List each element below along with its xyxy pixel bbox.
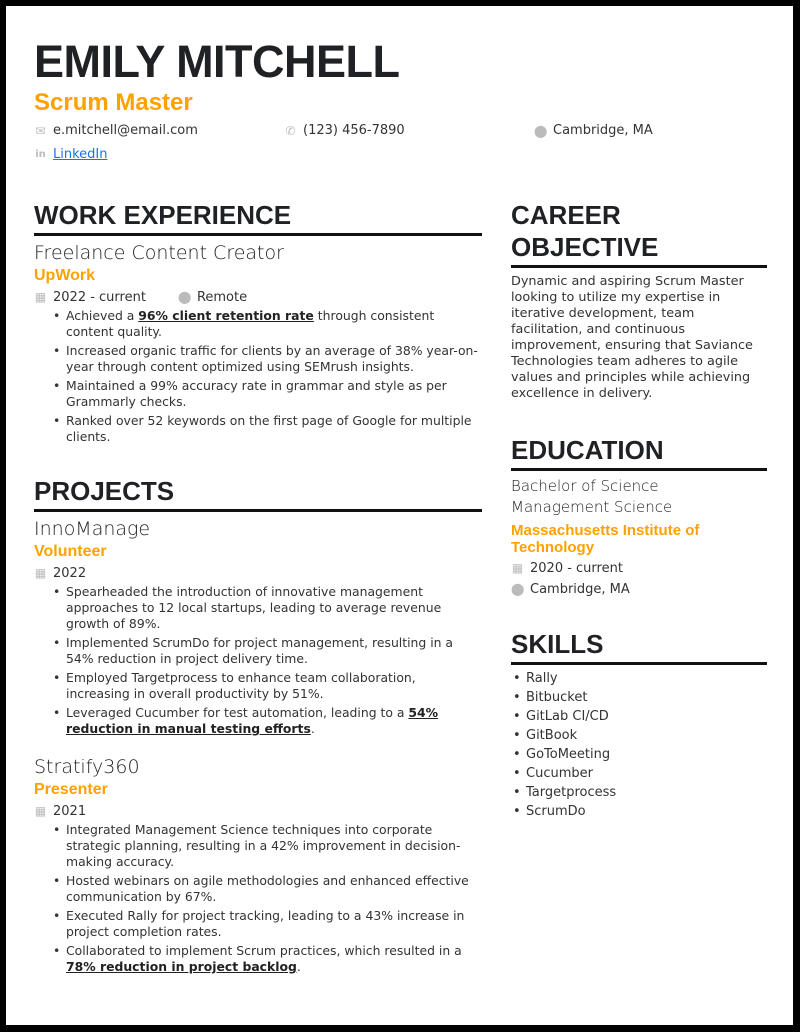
bullet: • Hosted webinars on agile methodologies and enhanced effective communication by 67%.	[54, 873, 482, 905]
bullet: • Achieved a 96% client retention rate through consistent content quality.	[54, 308, 482, 340]
project-date: 2021	[53, 804, 87, 819]
calendar-icon: ▦	[511, 561, 524, 575]
degree: Bachelor of Science	[511, 477, 659, 495]
section-heading-education: EDUCATION	[511, 434, 767, 471]
section-heading-skills: SKILLS	[511, 628, 767, 665]
bullet: • Increased organic traffic for clients by an average of 38% year-on-year through content optimized using SEMrush insights.	[54, 343, 482, 375]
dates-text: 2020 - current	[530, 561, 623, 576]
calendar-icon: ▦	[34, 804, 47, 818]
education-dates	[511, 558, 767, 579]
bullet: • Collaborated to implement Scrum practices, which resulted in a 78% reduction in project backlog.	[54, 943, 482, 975]
school-name: Massachusetts Institute of Technology	[511, 522, 700, 556]
skill-item: • Cucumber	[514, 766, 767, 782]
job-entry	[34, 241, 482, 445]
map-pin-icon: ⬤	[177, 290, 192, 304]
skills-list	[514, 671, 767, 820]
calendar-icon: ▦	[34, 566, 47, 580]
project-bullets	[54, 822, 482, 975]
bullet: • Implemented ScrumDo for project management, resulting in a 54% reduction in project delivery time.	[54, 635, 482, 667]
project-meta	[34, 563, 482, 584]
job-title: Freelance Content Creator	[34, 242, 284, 264]
project-date: 2022	[53, 566, 87, 581]
map-pin-icon: ⬤	[511, 582, 525, 596]
location-text: Cambridge, MA	[530, 582, 630, 597]
skill-item: • GitBook	[514, 728, 767, 744]
job-dates: 2022 - current	[53, 290, 146, 305]
project-meta	[34, 801, 482, 822]
linkedin-icon: in	[35, 149, 46, 160]
project-role: Presenter	[34, 781, 108, 798]
field-of-study: Management Science	[511, 498, 673, 516]
skill-item: • Bitbucket	[514, 690, 767, 706]
bullet: • Spearheaded the introduction of innovative management approaches to 12 local startups, leading to average revenue growth of 89%.	[54, 584, 482, 632]
envelope-icon: ✉	[35, 123, 46, 138]
objective-text: Dynamic and aspiring Scrum Master looking to utilize my expertise in iterative development, team facilitation, and continuous improvement, ensuring that Saviance Technologies team adheres to agile values and principles while achieving excellence in delivery.	[511, 274, 753, 401]
skill-item: • Rally	[514, 671, 767, 687]
resume-page	[6, 6, 793, 1025]
calendar-icon: ▦	[34, 290, 47, 304]
contact-email	[34, 123, 198, 138]
section-heading-objective: CAREER OBJECTIVE	[511, 199, 767, 268]
company-name: UpWork	[34, 267, 96, 284]
right-column	[511, 199, 767, 823]
project-role: Volunteer	[34, 543, 107, 560]
bullet: • Maintained a 99% accuracy rate in grammar and style as per Grammarly checks.	[54, 378, 482, 410]
map-pin-icon: ⬤	[534, 123, 548, 138]
bullet: • Leveraged Cucumber for test automation, leading to a 54% reduction in manual testing efforts.	[54, 705, 482, 737]
email-text: e.mitchell@email.com	[53, 123, 198, 138]
contact-location	[534, 123, 653, 138]
skill-item: • Targetprocess	[514, 785, 767, 801]
contact-linkedin[interactable]	[34, 147, 107, 162]
project-title: Stratify360	[34, 756, 140, 778]
skill-item: • GitLab CI/CD	[514, 709, 767, 725]
candidate-title: Scrum Master	[34, 89, 193, 116]
skill-item: • ScrumDo	[514, 804, 767, 820]
education-location	[511, 579, 767, 600]
job-location: Remote	[196, 290, 248, 305]
location-text: Cambridge, MA	[553, 123, 653, 138]
section-heading-work: WORK EXPERIENCE	[34, 199, 482, 236]
linkedin-link[interactable]: LinkedIn	[53, 147, 108, 162]
phone-icon: ✆	[285, 123, 296, 138]
skill-item: • GoToMeeting	[514, 747, 767, 763]
phone-text: (123) 456-7890	[303, 123, 405, 138]
left-column	[34, 199, 482, 978]
bullet: • Ranked over 52 keywords on the first page of Google for multiple clients.	[54, 413, 482, 445]
section-heading-projects: PROJECTS	[34, 475, 482, 512]
project-entry	[34, 517, 482, 737]
bullet: • Integrated Management Science techniques into corporate strategic planning, resulting in a 42% improvement in decision-making accuracy.	[54, 822, 482, 870]
job-bullets	[54, 308, 482, 445]
bullet: • Executed Rally for project tracking, leading to a 43% increase in project completion rates.	[54, 908, 482, 940]
contact-phone	[284, 123, 405, 138]
project-title: InnoManage	[34, 518, 151, 540]
project-entry	[34, 755, 482, 975]
candidate-name: EMILY MITCHELL	[34, 36, 400, 87]
bullet: • Employed Targetprocess to enhance team collaboration, increasing in overall productivity by 51%.	[54, 670, 482, 702]
project-bullets	[54, 584, 482, 737]
job-meta	[34, 287, 482, 308]
